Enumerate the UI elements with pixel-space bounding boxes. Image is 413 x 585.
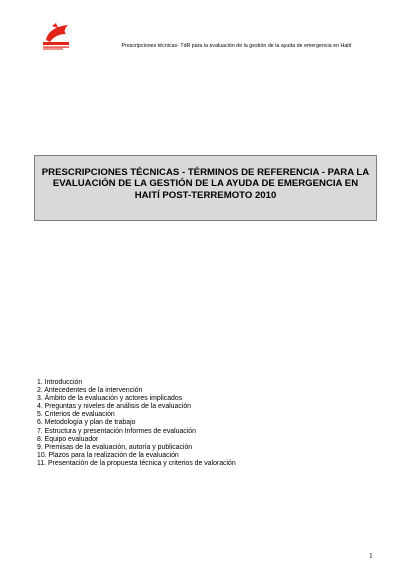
toc-item: 5. Criterios de evaluación (37, 411, 115, 419)
toc-item: 3. Ámbito de la evaluación y actores implicados (37, 395, 183, 403)
toc-item: 8. Equipo evaluador (37, 435, 99, 443)
toc-item: 1. Introducción (37, 379, 83, 386)
toc-item: 10. Plazos para la realización de la evaluación (37, 451, 179, 459)
toc-item: 11. Presentación de la propuesta técnica y criterios de valoración (37, 459, 236, 467)
document-title: PRESCRIPCIONES TÉCNICAS - TÉRMINOS DE REFERENCIA - PARA LA EVALUACIÓN DE LA GESTIÓN DE LA AYUDA DE EMERGENCIA EN HAITÍ POST-TERREMOTO 2010 (41, 166, 370, 201)
toc-item: 6. Metodología y plan de trabajo (37, 419, 136, 427)
toc-item: 2. Antecedentes de la intervención (37, 387, 143, 395)
table-of-contents (37, 379, 236, 468)
toc-item: 7. Estructura y presentación Informes de evaluación (37, 427, 196, 435)
title-box (34, 155, 377, 221)
running-header-text: Prescripciones técnicas- TdR para la evaluación de la gestión de la ayuda de emergencia en Haití (121, 43, 352, 49)
toc-item: 9. Premisas de la evaluación, autoría y publicación (37, 443, 193, 451)
running-header (0, 43, 413, 49)
page-number: 1 (369, 551, 373, 560)
toc-item: 4. Preguntas y niveles de análisis de la evaluación (37, 403, 191, 411)
